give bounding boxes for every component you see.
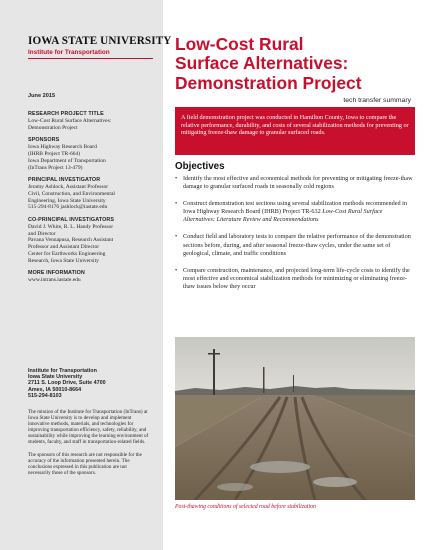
mission-text: The mission of the Institute for Transportation (InTrans) at Iowa State University is to develop and implement innovative methods, materials, and technologies for improving transportation efficiency, safety, reliability, and sustainability while improving the learning environment of students, faculty, and staff in transportation-related fields. xyxy=(28,409,149,446)
metadata-heading: SPONSORS xyxy=(28,137,60,144)
bullet-icon: • xyxy=(175,200,178,208)
road-photo xyxy=(175,337,415,500)
project-metadata xyxy=(28,93,156,290)
objectives-heading: Objectives xyxy=(175,161,225,172)
road-photo-image xyxy=(175,337,415,500)
tech-transfer-tag: tech transfer summary xyxy=(343,97,411,104)
title-line: Surface Alternatives: xyxy=(175,53,349,74)
objective-text: Compare construction, maintenance, and projected long-term life-cycle costs to identify the most effective and economical stabilization methods for minimizing or eliminating freeze-thaw issues below they occur xyxy=(183,266,410,290)
objective-text: Identify the most effective and economical methods for preventing or mitigating freeze-thaw damage to granular surfaced roads in seasonally cold regions xyxy=(183,175,413,191)
metadata-line: Iowa Highway Research Board xyxy=(28,144,97,151)
metadata-body xyxy=(28,144,156,171)
metadata-heading: RESEARCH PROJECT TITLE xyxy=(28,111,104,117)
contact-line: Iowa State University xyxy=(28,374,83,381)
metadata-line: Jeramy Ashlock, Assistant Professor xyxy=(28,184,109,191)
metadata-line: Demonstration Project xyxy=(28,124,78,131)
objective-item xyxy=(175,267,415,291)
objective-text: Conduct field and laboratory tests to compare the relative performance of the demonstration sections before, during, and after seasonal freeze-thaw cycles, under the same set of geological, climate, and traffic conditions xyxy=(183,233,411,257)
metadata-line: (IHRB Project TR-664) xyxy=(28,151,81,158)
bullet-icon: • xyxy=(175,175,178,182)
metadata-line: www.intrans.iastate.edu xyxy=(28,277,81,284)
disclaimer-text: The sponsors of this research are not responsible for the accuracy of the information presented herein. The conclusions expressed in this publication are not necessarily those of the sponsors. xyxy=(28,451,142,476)
contact-line: Ames, IA 50010-8664 xyxy=(28,386,82,393)
bullet-icon: • xyxy=(175,233,178,241)
contact-line: 2711 S. Loop Drive, Suite 4700 xyxy=(28,380,106,387)
metadata-body xyxy=(28,184,156,211)
summary-box xyxy=(175,107,415,155)
metadata-line: Civil, Construction, and Environmental xyxy=(28,190,115,197)
metadata-line: Research, Iowa State University xyxy=(28,257,99,264)
metadata-body xyxy=(28,118,156,131)
metadata-line: (InTrans Project 13-479) xyxy=(28,164,83,171)
institute-name: Institute for Transportation xyxy=(28,49,110,56)
metadata-body xyxy=(28,224,156,264)
objectives-section xyxy=(175,161,415,300)
metadata-line: Center for Earthworks Engineering xyxy=(28,250,106,257)
objective-reference-title: Low-Cost Rural Surface Alternatives: Literature Review and Recommendations xyxy=(183,208,383,224)
objectives-list xyxy=(175,175,415,291)
mission-statement xyxy=(28,409,150,482)
metadata-line: Professor and Assistant Director xyxy=(28,244,100,251)
bullet-icon: • xyxy=(175,266,178,274)
sidebar xyxy=(0,0,172,550)
metadata-heading: CO-PRINCIPAL INVESTIGATORS xyxy=(28,217,115,224)
title-line: Demonstration Project xyxy=(175,72,362,93)
metadata-line: Engineering, Iowa State University xyxy=(28,197,106,204)
logo-divider xyxy=(28,58,153,59)
metadata-line: and Director xyxy=(28,230,56,237)
university-name: IOWA STATE UNIVERSITY xyxy=(28,35,172,47)
objective-item xyxy=(175,200,415,224)
objective-item xyxy=(175,175,415,191)
document-title xyxy=(175,35,415,93)
contact-line: Institute for Transportation xyxy=(28,368,97,374)
objective-item xyxy=(175,233,415,257)
contact-line: 515-294-8103 xyxy=(28,392,62,399)
metadata-heading: MORE INFORMATION xyxy=(28,270,85,277)
photo-caption: Post-thawing conditions of selected road before stabilization xyxy=(175,504,316,510)
metadata-line: Iowa Department of Transportation xyxy=(28,157,106,164)
objective-text: Construct demonstration test sections using several stabilization methods recommended in Iowa Highway Research Board (IHRB) Project TR-632 xyxy=(183,200,407,216)
metadata-line: Pavana Vennapusa, Research Assistant xyxy=(28,237,114,244)
title-line: Low-Cost Rural xyxy=(175,34,304,54)
summary-text: A field demonstration project was conducted in Hamilton County, Iowa to compare the relative performance, durability, and costs of several stabilization methods for preventing or mitigating freeze-thaw damage to granular surfaced roads. xyxy=(181,114,409,137)
metadata-line: Low-Cost Rural Surface Alternatives: xyxy=(28,118,112,124)
metadata-sections xyxy=(28,111,156,284)
metadata-line: 515-294-8176 jashlock@iastate.edu xyxy=(28,204,108,211)
publication-date: June 2015 xyxy=(28,93,56,99)
metadata-heading: PRINCIPAL INVESTIGATOR xyxy=(28,177,101,184)
metadata-line: David J. White, R. L. Handy Professor xyxy=(28,224,114,231)
metadata-body xyxy=(28,277,156,284)
isu-logo xyxy=(28,35,172,59)
institute-contact xyxy=(28,368,156,399)
